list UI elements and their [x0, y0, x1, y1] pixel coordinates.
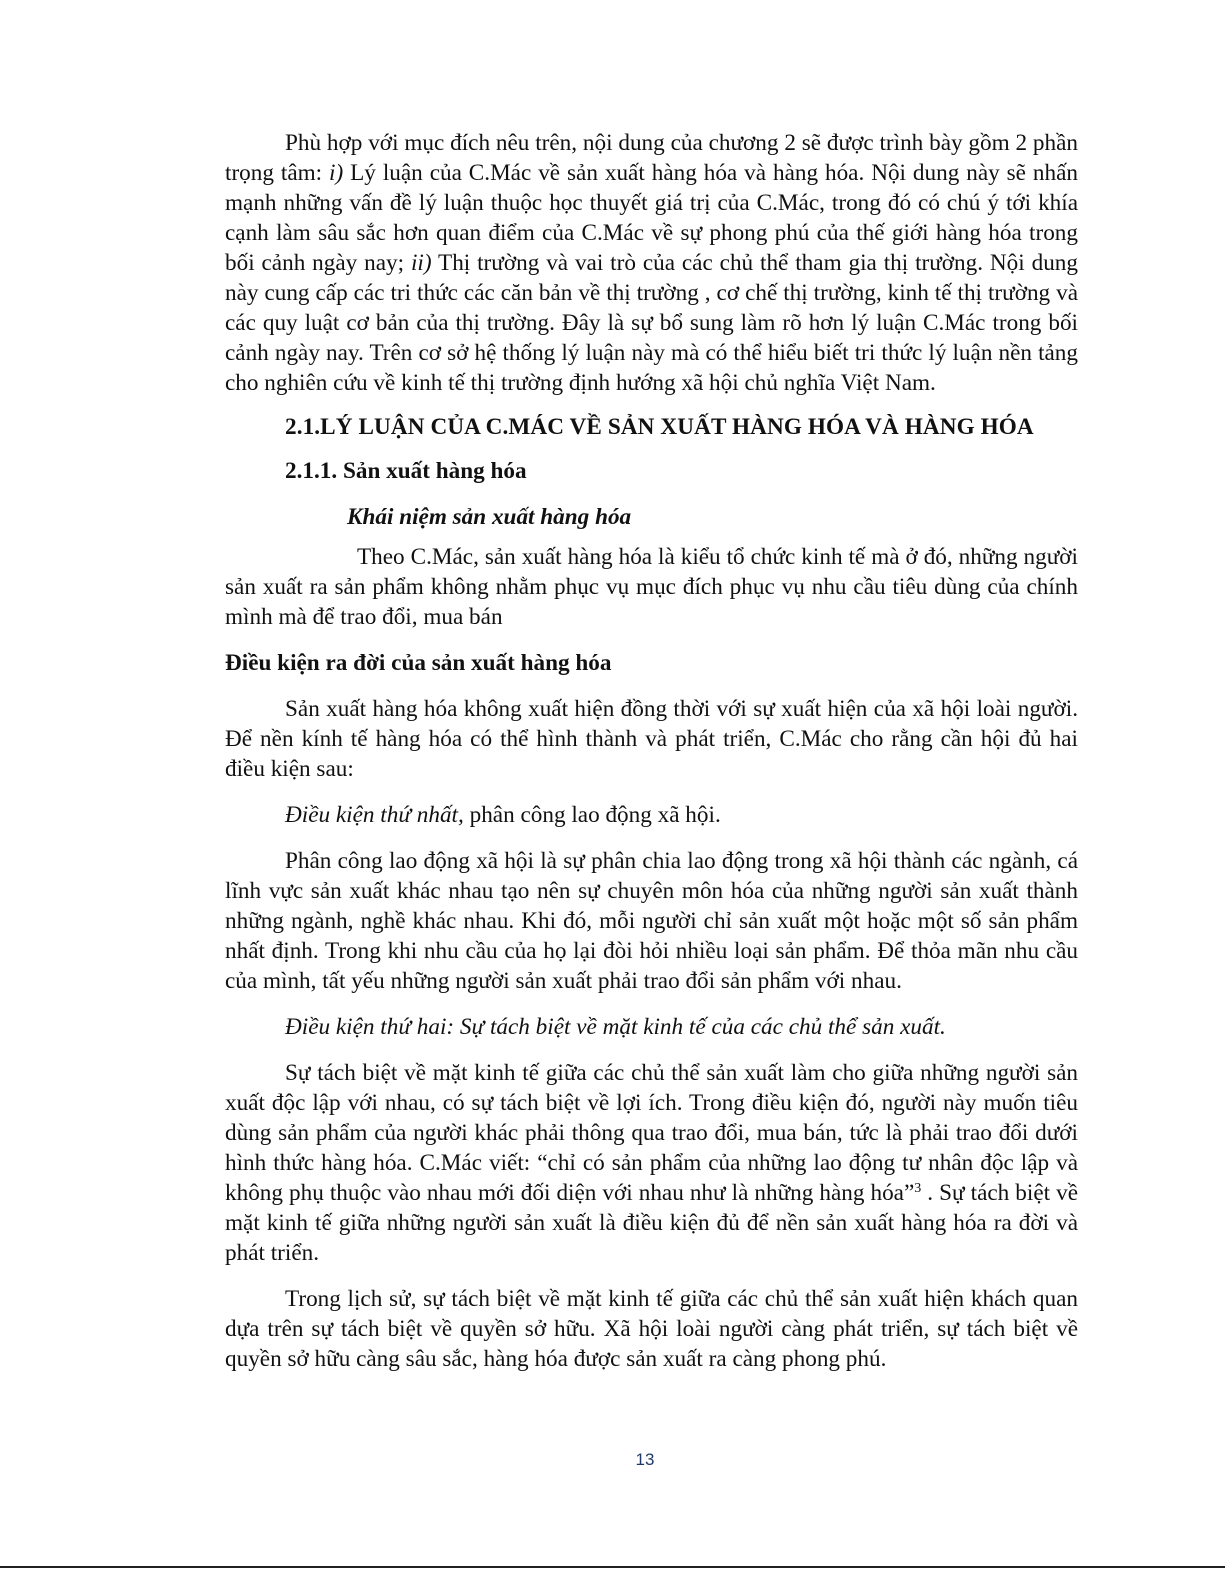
second-condition-text-b: . Sự tách biệt về mặt kinh tế giữa những người sản xuất là điều kiện đủ để nền sản xuất hàng hóa ra đời và phát triển.	[225, 1180, 1078, 1266]
document-page	[225, 128, 1078, 1374]
first-condition-heading	[225, 800, 1078, 830]
concept-title: Khái niệm sản xuất hàng hóa	[347, 504, 632, 530]
footnote-reference[interactable]: 3	[914, 1181, 922, 1196]
history-paragraph: Trong lịch sử, sự tách biệt về mặt kinh tế giữa các chủ thể sản xuất hiện khách quan dựa trên sự tách biệt về quyền sở hữu. Xã hội loài người càng phát triển, sự tách biệt về quyền sở hữu càng sâu sắc, hàng hóa được sản xuất ra càng phong phú.	[225, 1286, 1078, 1372]
intro-paragraph	[225, 128, 1078, 398]
subsection-title: 2.1.1. Sản xuất hàng hóa	[285, 458, 527, 484]
first-condition-label: Điều kiện thứ nhất,	[285, 802, 464, 828]
conditions-title: Điều kiện ra đời của sản xuất hàng hóa	[225, 650, 612, 676]
bottom-divider	[0, 1566, 1225, 1568]
conditions-intro-paragraph: Sản xuất hàng hóa không xuất hiện đồng thời với sự xuất hiện của xã hội loài người. Để nền kính tế hàng hóa có thể hình thành và phát triển, C.Mác cho rằng cần hội đủ hai điều kiện sau:	[225, 696, 1078, 782]
section-title: 2.1.LÝ LUẬN CỦA C.MÁC VỀ SẢN XUẤT HÀNG HÓA VÀ HÀNG HÓA	[285, 414, 1034, 440]
intro-marker-ii: ii)	[410, 250, 432, 276]
page-number: 13	[635, 1450, 655, 1469]
second-condition-heading: Điều kiện thứ hai: Sự tách biệt về mặt kinh tế của các chủ thể sản xuất.	[285, 1014, 946, 1040]
first-condition-paragraph: Phân công lao động xã hội là sự phân chia lao động trong xã hội thành các ngành, cá lĩnh vực sản xuất khác nhau tạo nên sự chuyên môn hóa của những người sản xuất thành những ngành, nghề khác nhau. Khi đó, mỗi người chỉ sản xuất một hoặc một số sản phẩm nhất định. Trong khi nhu cầu của họ lại đòi hỏi nhiều loại sản phẩm. Để thỏa mãn nhu cầu của mình, tất yếu những người sản xuất phải trao đổi sản phẩm với nhau.	[225, 848, 1078, 994]
second-condition-paragraph	[225, 1058, 1078, 1268]
intro-text-part-3: Thị trường và vai trò của các chủ thể tham gia thị trường. Nội dung này cung cấp các tri thức các căn bản về thị trường , cơ chế thị trường, kinh tế thị trường và các quy luật cơ bản của thị trường. Đây là sự bổ sung làm rõ hơn lý luận C.Mác trong bối cảnh ngày nay. Trên cơ sở hệ thống lý luận này mà có thể hiểu biết tri thức lý luận nền tảng cho nghiên cứu về kinh tế thị trường định hướng xã hội chủ nghĩa Việt Nam.	[225, 250, 1078, 396]
intro-text-part-2: Lý luận của C.Mác về sản xuất hàng hóa và hàng hóa. Nội dung này sẽ nhấn mạnh những vấn đề lý luận thuộc học thuyết giá trị của C.Mác, trong đó có chú ý tới khía cạnh làm sâu sắc hơn quan điểm của C.Mác về sự phong phú của thế giới hàng hóa trong bối cảnh ngày nay;	[225, 160, 1078, 276]
concept-paragraph: Theo C.Mác, sản xuất hàng hóa là kiểu tổ chức kinh tế mà ở đó, những người sản xuất ra sản phẩm không nhằm phục vụ mục đích phục vụ nhu cầu tiêu dùng của chính mình mà để trao đổi, mua bán	[225, 544, 1078, 630]
first-condition-rest: phân công lao động xã hội.	[463, 802, 721, 828]
intro-marker-i: i)	[329, 160, 344, 186]
second-condition-text-a: Sự tách biệt về mặt kinh tế giữa các chủ thể sản xuất làm cho giữa những người sản xuất độc lập với nhau, có sự tách biệt về lợi ích. Trong điều kiện đó, người này muốn tiêu dùng sản phẩm của người khác phải thông qua trao đổi, mua bán, tức là phải trao đổi dưới hình thức hàng hóa. C.Mác viết: “chỉ có sản phẩm của những lao động tư nhân độc lập và không phụ thuộc vào nhau mới đối diện với nhau như là những hàng hóa”	[225, 1060, 1078, 1206]
intro-text-part-1: Phù hợp với mục đích nêu trên, nội dung của chương 2 sẽ được trình bày gồm 2 phần trọng tâm:	[225, 130, 1078, 186]
